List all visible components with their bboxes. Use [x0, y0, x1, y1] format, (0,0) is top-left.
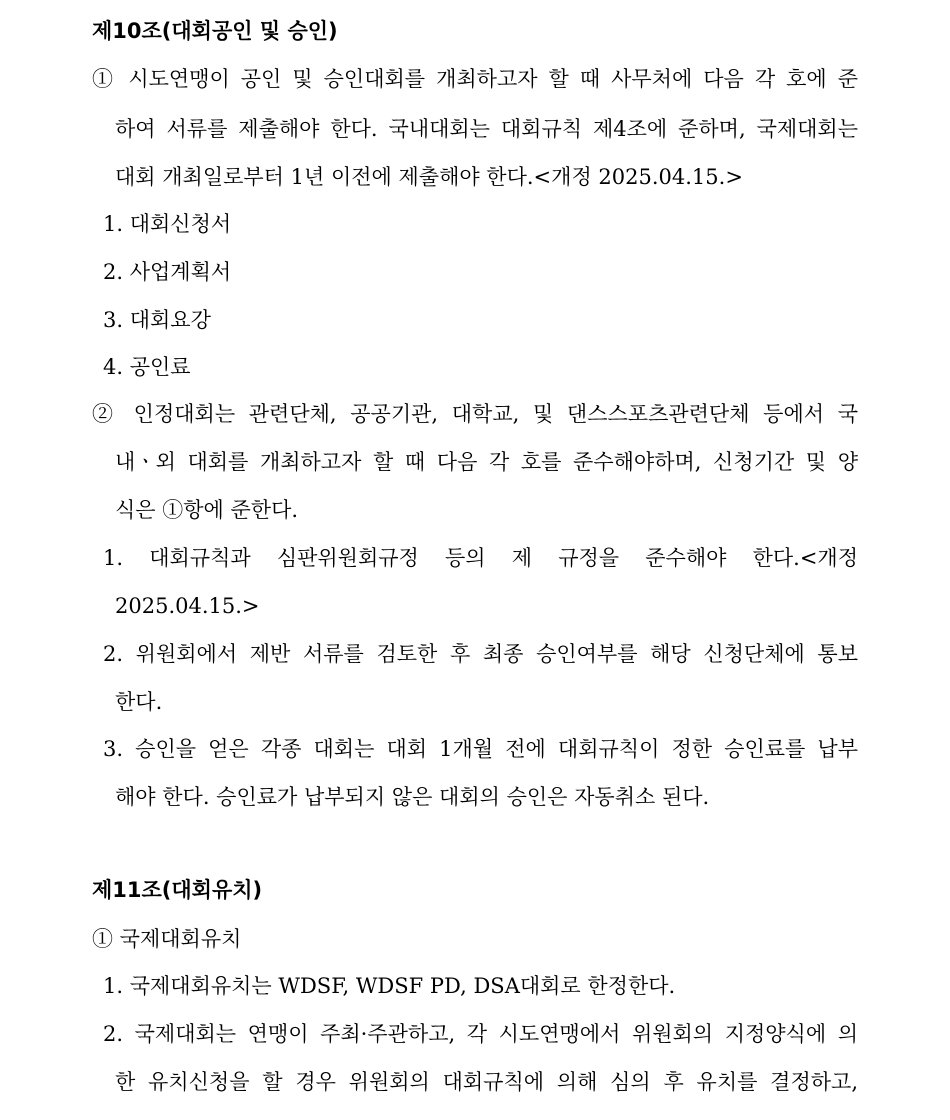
article-10-para2-item-1-line2: 2025.04.15.>: [115, 594, 260, 618]
article-10-para2-item-2-line1: 2. 위원회에서 제반 서류를 검토한 후 최종 승인여부를 해당 신청단체에 통보: [103, 642, 858, 666]
article-11-para1-item-2-line1: 2. 국제대회는 연맹이 주최·주관하고, 각 시도연맹에서 위원회의 지정양식에 의: [103, 1022, 858, 1046]
article-10-para1-item-4: 4. 공인료: [103, 355, 191, 379]
article-11-para1-item-1: 1. 국제대회유치는 WDSF, WDSF PD, DSA대회로 한정한다.: [103, 974, 676, 998]
article-11-para1-title: ① 국제대회유치: [92, 927, 242, 951]
article-10-para2-item-3-line2: 해야 한다. 승인료가 납부되지 않은 대회의 승인은 자동취소 된다.: [115, 785, 710, 809]
article-11-para1-item-2-line2: 한 유치신청을 할 경우 위원회의 대회규칙에 의해 심의 후 유치를 결정하고,: [115, 1070, 858, 1094]
article-10-para1-line3: 대회 개최일로부터 1년 이전에 제출해야 한다.<개정 2025.04.15.>: [115, 165, 743, 189]
article-10-para1-line1: ① 시도연맹이 공인 및 승인대회를 개최하고자 할 때 사무처에 다음 각 호에 준: [92, 67, 858, 91]
article-10-heading: 제10조(대회공인 및 승인): [92, 19, 338, 43]
article-10-para2-line3: 식은 ①항에 준한다.: [115, 498, 299, 522]
article-10-para2-line1: ② 인정대회는 관련단체, 공공기관, 대학교, 및 댄스스포츠관련단체 등에서 국: [92, 402, 858, 426]
article-10-para1-item-2: 2. 사업계획서: [103, 260, 232, 284]
article-10-para2-item-1-line1: 1. 대회규칙과 심판위원회규정 등의 제 규정을 준수해야 한다.<개정: [103, 546, 858, 570]
article-10-para2-item-3-line1: 3. 승인을 얻은 각종 대회는 대회 1개월 전에 대회규칙이 정한 승인료를 납부: [103, 737, 858, 761]
article-10-para1-line2: 하여 서류를 제출해야 한다. 국내대회는 대회규칙 제4조에 준하며, 국제대회는: [115, 117, 858, 141]
article-10-para2-item-2-line2: 한다.: [115, 690, 163, 714]
article-10-para1-item-1: 1. 대회신청서: [103, 212, 232, 236]
article-10-para2-line2: 내ㆍ외 대회를 개최하고자 할 때 다음 각 호를 준수해야하며, 신청기간 및 양: [115, 450, 858, 474]
article-11-heading: 제11조(대회유치): [92, 878, 263, 902]
article-10-para1-item-3: 3. 대회요강: [103, 308, 211, 332]
